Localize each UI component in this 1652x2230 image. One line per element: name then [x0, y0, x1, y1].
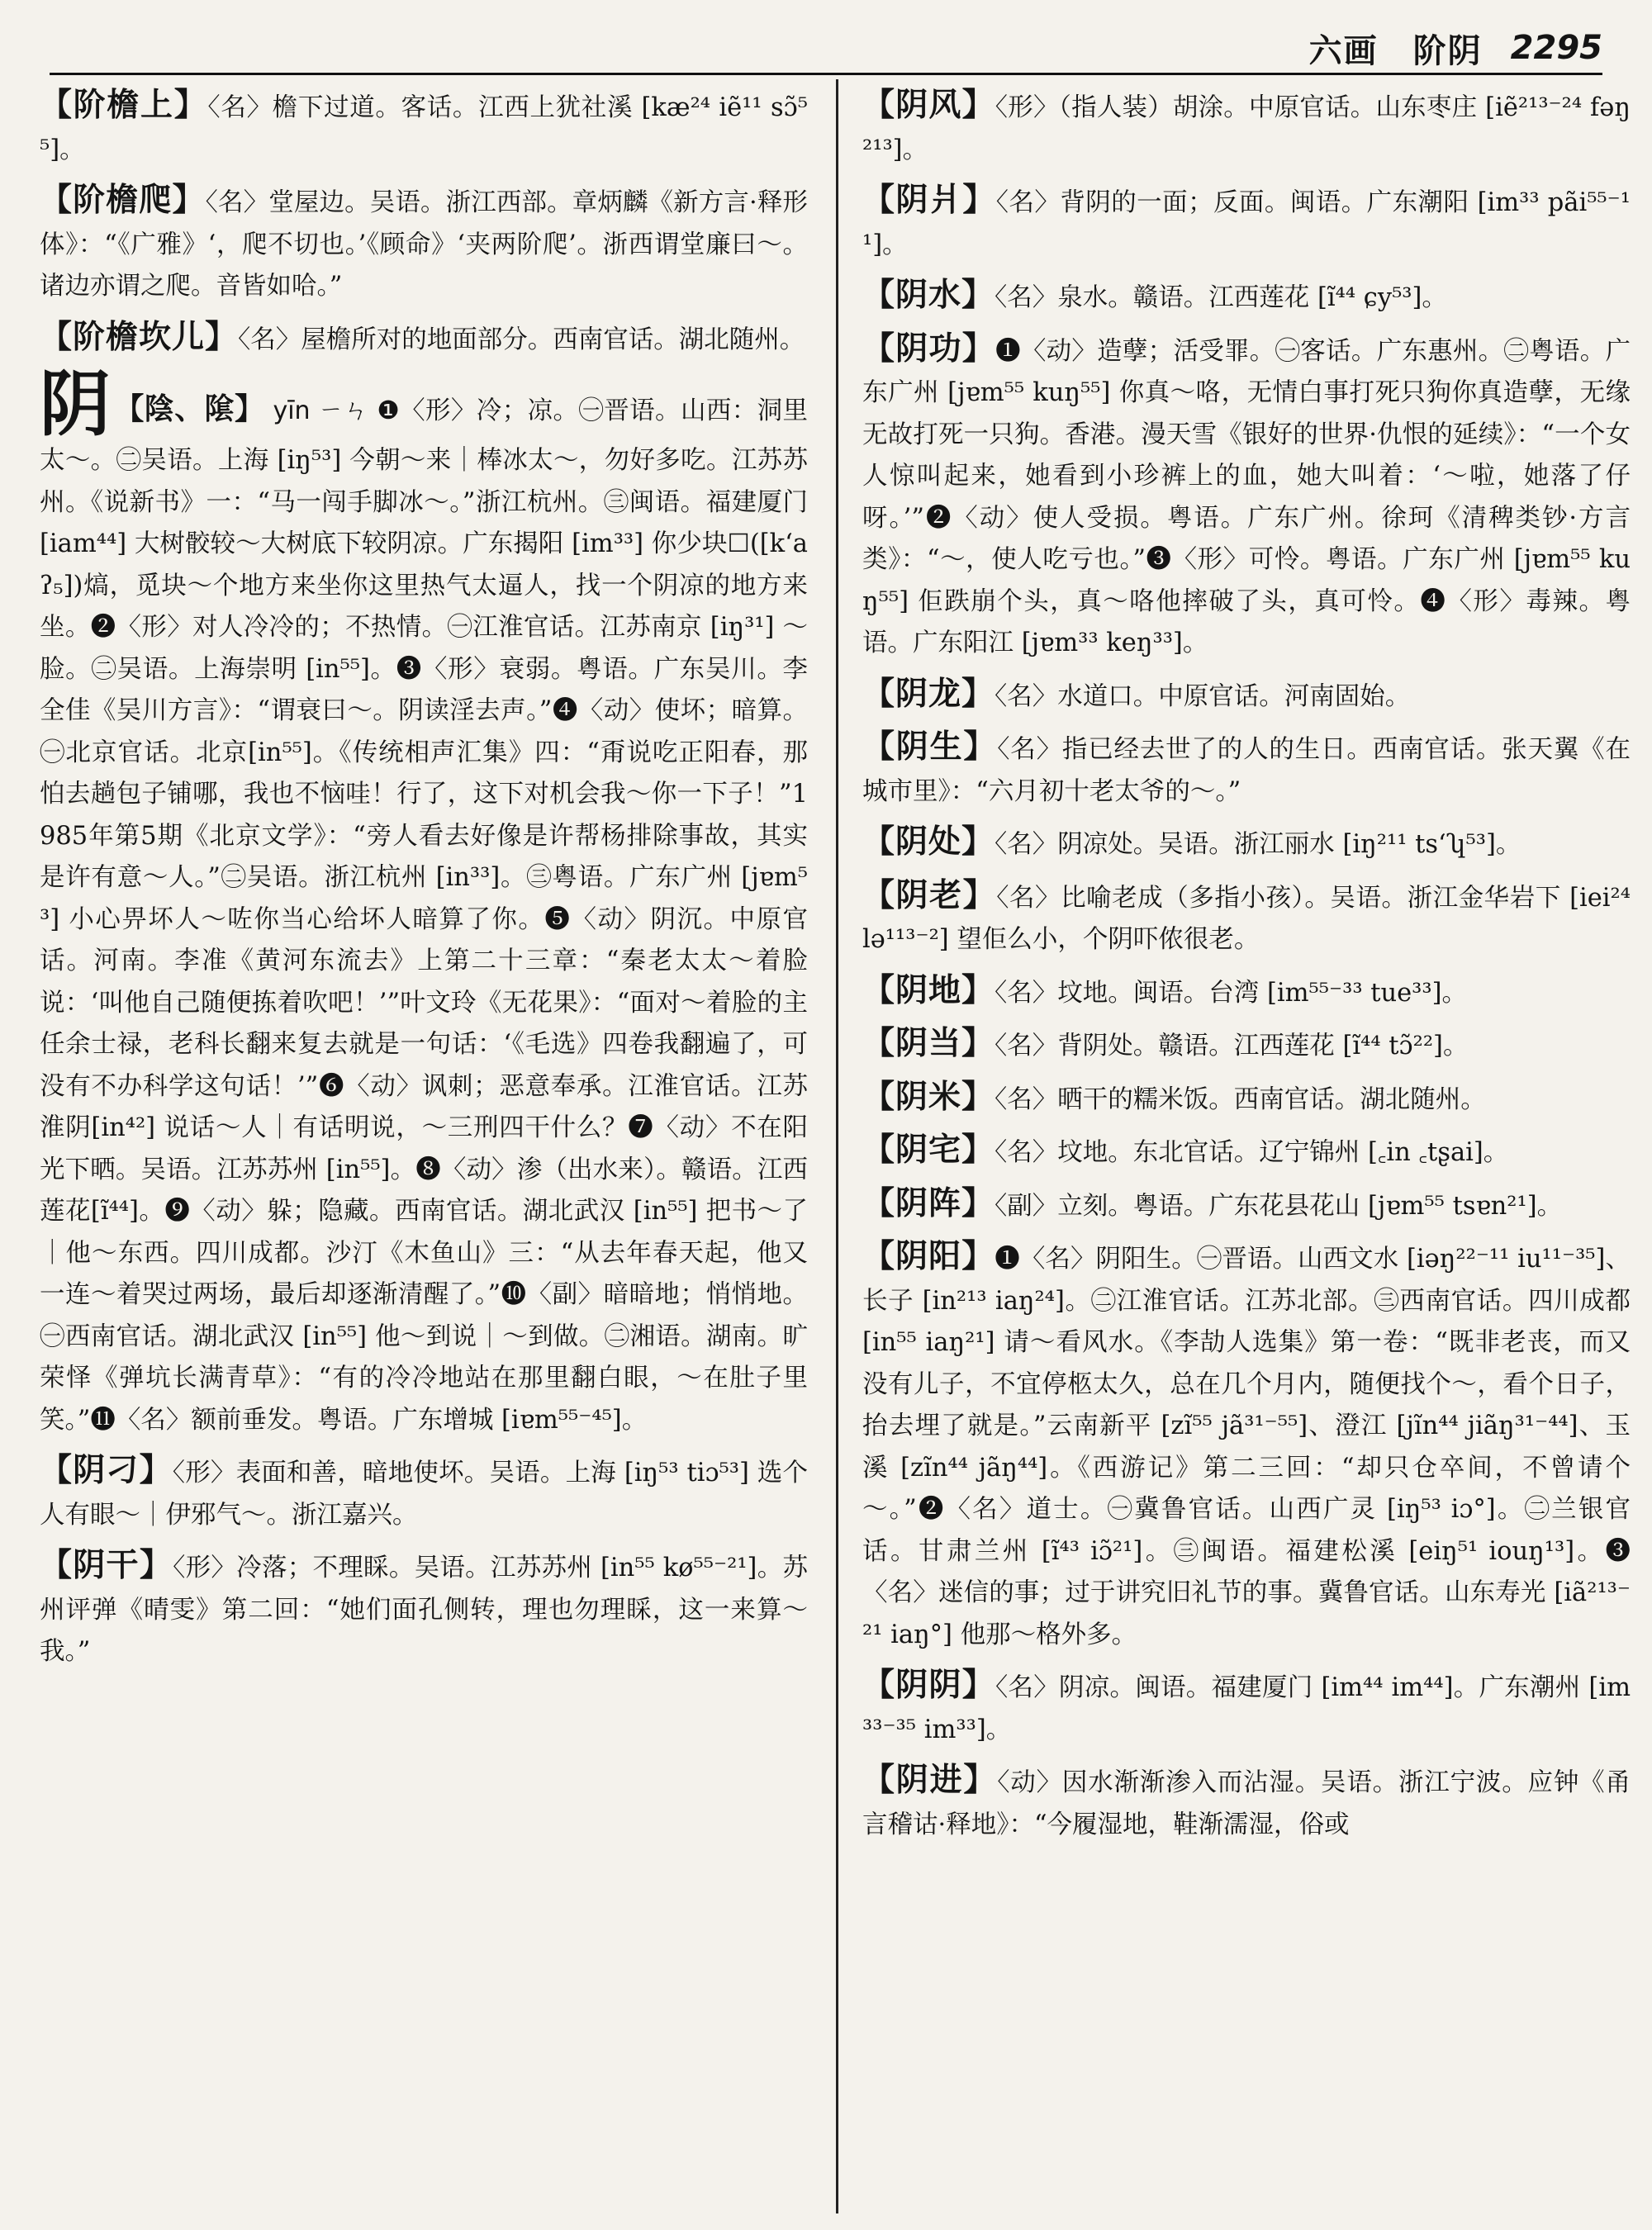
entry-body: 〈名〉堂屋边。吴语。浙江西部。章炳麟《新方言·释形体》：“《广雅》‘，爬不切也。’《顾命》‘夹两阶爬’。浙西谓堂廉曰～。诸边亦谓之爬。音皆如哈。”: [40, 188, 808, 301]
entry-headword: 【阶檐坎儿】: [40, 317, 239, 356]
entry: [862, 84, 1631, 171]
entry-headword: 【阴水】: [862, 276, 995, 314]
entry: [862, 179, 1631, 266]
entry: [862, 1664, 1631, 1751]
entry-body: 〈名〉屋檐所对的地面部分。西南官话。湖北随州。: [238, 325, 805, 354]
entry-headword: 【阶檐爬】: [40, 181, 206, 219]
entry-body: 〈名〉阴凉处。吴语。浙江丽水 [iŋ²¹¹ tsʻʮ⁵³]。: [995, 830, 1521, 859]
entry-headword: 【阴米】: [862, 1077, 995, 1116]
entry-headword: 【阴龙】: [862, 674, 995, 713]
entry-body: 〈名〉晒干的糯米饭。西南官话。湖北随州。: [995, 1084, 1486, 1114]
entry: [862, 328, 1631, 665]
entry: [40, 84, 808, 171]
entry: [40, 316, 808, 362]
section-title: 六画 阶阴: [1308, 31, 1483, 70]
entry: [862, 821, 1631, 866]
entry-body: 〈名〉坟地。闽语。台湾 [im⁵⁵⁻³³ tue³³]。: [995, 978, 1468, 1008]
entry-headword: 【阴宅】: [862, 1131, 995, 1169]
entry-headword: 【阴老】: [862, 875, 997, 914]
entry-body: 〈名〉指已经去世了的人的生日。西南官话。张天翼《在城市里》：“六月初十老太爷的～。”: [862, 735, 1631, 806]
entry: [40, 1544, 808, 1673]
entry-body: ❶〈名〉阴阳生。㊀晋语。山西文水 [iəŋ²²⁻¹¹ iu¹¹⁻³⁵]、长子 [in²¹³ iaŋ²⁴]。㊁江淮官话。江苏北部。㊂西南官话。四川成都 [in⁵⁵ iaŋ²¹] 请～看风水。《李劼人选集》第一卷：“既非老丧，而又没有儿子，不宜停柩太久，总在几个月内，随便找个～，看个日子，抬去埋了就是。”云南新平 [zĩ⁵⁵ jã³¹⁻⁵⁵]、澄江 [jĩn⁴⁴ jiãŋ³¹⁻⁴⁴]、玉溪 [zĩn⁴⁴ jãŋ⁴⁴]。《西游记》第二三回：“却只仓卒间，不曾请个～。”❷〈名〉道士。㊀冀鲁官话。山西广灵 [iŋ⁵³ iɔ°]。㊁兰银官话。甘肃兰州 [ĩ⁴³ iɔ̃²¹]。㊂闽语。福建松溪 [eiŋ⁵¹ iouŋ¹³]。❸〈名〉迷信的事；过于讲究旧礼节的事。冀鲁官话。山东寿光 [iã²¹³⁻²¹ iaŋ°] 他那～格外多。: [862, 1245, 1631, 1649]
entry-body: 〈形〉冷落；不理睬。吴语。江苏苏州 [in⁵⁵ kø⁵⁵⁻²¹]。苏州评弹《晴雯》第二回：“她们面孔侧转，理也勿理睬，这一来算～我。”: [40, 1554, 808, 1666]
entry-body: 〈动〉因水渐渐渗入而沾湿。吴语。浙江宁波。应钟《甬言稽诂·释地》：“今履湿地，鞋渐濡湿，俗或: [862, 1768, 1631, 1839]
entry: [862, 1022, 1631, 1068]
entry-headword: 【阴生】: [862, 728, 998, 766]
entry-headword: 【阴干】: [40, 1546, 173, 1584]
entry-body: 〈名〉坟地。东北官话。辽宁锦州 [꜀in ꜀tʂai]。: [995, 1138, 1509, 1167]
entry-body: ❶〈动〉造孽；活受罪。㊀客话。广东惠州。㊁粤语。广东广州 [jɐm⁵⁵ kuŋ⁵⁵] 你真～咯，无情白事打死只狗你真造孽，无缘无故打死一只狗。香港。漫天雪《银好的世界·仇恨的延续》：“一个女人惊叫起来，她看到小珍裤上的血，她大叫着：‘～啦，她落了仔呀。’”❷〈动〉使人受损。粤语。广东广州。徐珂《清稗类钞·方言类》：“～，使人吃亏也。”❸〈形〉可怜。粤语。广东广州 [jɐm⁵⁵ kuŋ⁵⁵] 佢跌崩个头，真～咯他摔破了头，真可怜。❹〈形〉毒辣。粤语。广东阳江 [jɐm³³ keŋ³³]。: [862, 336, 1631, 657]
entry: [862, 875, 1631, 961]
entry: [40, 1450, 808, 1536]
entry-headword: 【阴功】: [862, 329, 996, 368]
entry-body: 〈名〉阴凉。闽语。福建厦门 [im⁴⁴ im⁴⁴]。广东潮州 [im³³⁻³⁵ im³³]。: [862, 1673, 1631, 1744]
entry-headword: 【阴阳】: [862, 1237, 995, 1275]
entry-headword: 【阴爿】: [862, 181, 996, 219]
page-header: [50, 23, 1602, 75]
entry-body: 〈名〉泉水。赣语。江西莲花 [ĩ⁴⁴ ɕy⁵³]。: [995, 283, 1447, 312]
main-entry: [40, 363, 808, 1441]
entry-body: 〈名〉檐下过道。客话。江西上犹社溪 [kæ²⁴ iẽ¹¹ sɔ̃⁵⁵]。: [40, 93, 808, 164]
entry: [862, 1129, 1631, 1174]
main-entry-body: ❶〈形〉冷；凉。㊀晋语。山西：洞里太～。㊁吴语。上海 [iŋ⁵³] 今朝～来｜棒冰太～，勿好多吃。江苏苏州。《说新书》一：“马一闯手脚冰～。”浙江杭州。㊂闽语。福建厦门 [iam⁴⁴] 大树骹较～大树底下较阴凉。广东揭阳 [im³³] 你少块☐([kʻaʔ₅])熇，觅块～个地方来坐你这里热气太逼人，找一个阴凉的地方来坐。❷〈形〉对人冷冷的；不热情。㊀江淮官话。江苏南京 [iŋ³¹] ～脸。㊁吴语。上海崇明 [in⁵⁵]。❸〈形〉衰弱。粤语。广东吴川。李全佳《吴川方言》：“谓衰曰～。阴读淫去声。”❹〈动〉使坏；暗算。㊀北京官话。北京[in⁵⁵]。《传统相声汇集》四：“甭说吃正阳春，那怕去趟包子铺哪，我也不恼哇！行了，这下对机会我～你一下子！”1985年第5期《北京文学》：“旁人看去好像是许帮杨排除事故，其实是许有意～人。”㊁吴语。浙江杭州 [in³³]。㊂粤语。广东广州 [jɐm⁵³] 小心畀坏人～咗你当心给坏人暗算了你。❺〈动〉阴沉。中原官话。河南。李准《黄河东流去》上第二十三章：“秦老太太～着脸说：‘叫他自己随便拣着吹吧！’”叶文玲《无花果》：“面对～着脸的主任余士禄，老科长翻来复去就是一句话：‘《毛选》四卷我翻遍了，可没有不办科学这句话！’”❻〈动〉讽刺；恶意奉承。江淮官话。江苏淮阴[in⁴²] 说话～人｜有话明说，～三刑四干什么？❼〈动〉不在阳光下晒。吴语。江苏苏州 [in⁵⁵]。❽〈动〉渗（出水来）。赣语。江西莲花[ĩ⁴⁴]。❾〈动〉躲；隐藏。西南官话。湖北武汉 [in⁵⁵] 把书～了｜他～东西。四川成都。沙汀《木鱼山》三：“从去年春天起，他又一连～着哭过两场，最后却逐渐清醒了。”❿〈副〉暗暗地；悄悄地。㊀西南官话。湖北武汉 [in⁵⁵] 他～到说｜～到做。㊁湘语。湖南。旷荣怿《弹坑长满青草》：“有的冷冷地站在那里翻白眼，～在肚子里笑。”⓫〈名〉额前垂发。粤语。广东增城 [iɐm⁵⁵⁻⁴⁵]。: [40, 396, 808, 1435]
entry: [862, 673, 1631, 719]
entry-headword: 【阴刁】: [40, 1451, 173, 1489]
main-entry-character: 阴: [40, 363, 112, 446]
main-entry-variants: 【陰、隂】: [114, 391, 265, 426]
main-entry-pinyin: yīn ㄧㄣ: [273, 396, 369, 425]
entry-body: 〈副〉立刻。粤语。广东花县花山 [jɐm⁵⁵ tsɐn²¹]。: [995, 1191, 1563, 1221]
entry-headword: 【阴风】: [862, 86, 995, 124]
entry: [862, 1236, 1631, 1656]
entry: [862, 1076, 1631, 1122]
entry-headword: 【阴阴】: [862, 1666, 996, 1704]
entry-headword: 【阴进】: [862, 1761, 998, 1799]
entry-body: 〈名〉背阴的一面；反面。闽语。广东潮阳 [im³³ pãi⁵⁵⁻¹¹]。: [862, 188, 1631, 259]
entry-headword: 【阴地】: [862, 970, 995, 1009]
entry-body: 〈形〉（指人装）胡涂。中原官话。山东枣庄 [iẽ²¹³⁻²⁴ fəŋ²¹³]。: [862, 93, 1631, 164]
right-column: [862, 84, 1631, 2211]
entry-body: 〈名〉背阴处。赣语。江西莲花 [ĩ⁴⁴ tɔ̃²²]。: [995, 1032, 1469, 1060]
entry-body: 〈名〉水道口。中原官话。河南固始。: [995, 681, 1411, 711]
column-divider: [836, 79, 838, 2213]
entry-headword: 【阴处】: [862, 823, 995, 861]
entry: [862, 726, 1631, 813]
entry-body: 〈名〉比喻老成（多指小孩）。吴语。浙江金华岩下 [iei²⁴ lə¹¹³⁻²] 望佢么小，个阴吓侬很老。: [862, 883, 1631, 954]
left-column: [40, 84, 808, 2211]
entry-headword: 【阴阵】: [862, 1184, 995, 1222]
entry: [862, 970, 1631, 1015]
entry-body: 〈形〉表面和善，暗地使坏。吴语。上海 [iŋ⁵³ tiɔ⁵³] 选个人有眼～｜伊邪气～。浙江嘉兴。: [40, 1459, 808, 1530]
entry: [40, 179, 808, 308]
entry: [862, 1759, 1631, 1846]
entry-headword: 【阶檐上】: [40, 86, 208, 124]
entry: [862, 274, 1631, 320]
entry: [862, 1183, 1631, 1228]
page-number: 2295: [1510, 29, 1602, 67]
entry-headword: 【阴当】: [862, 1024, 995, 1062]
